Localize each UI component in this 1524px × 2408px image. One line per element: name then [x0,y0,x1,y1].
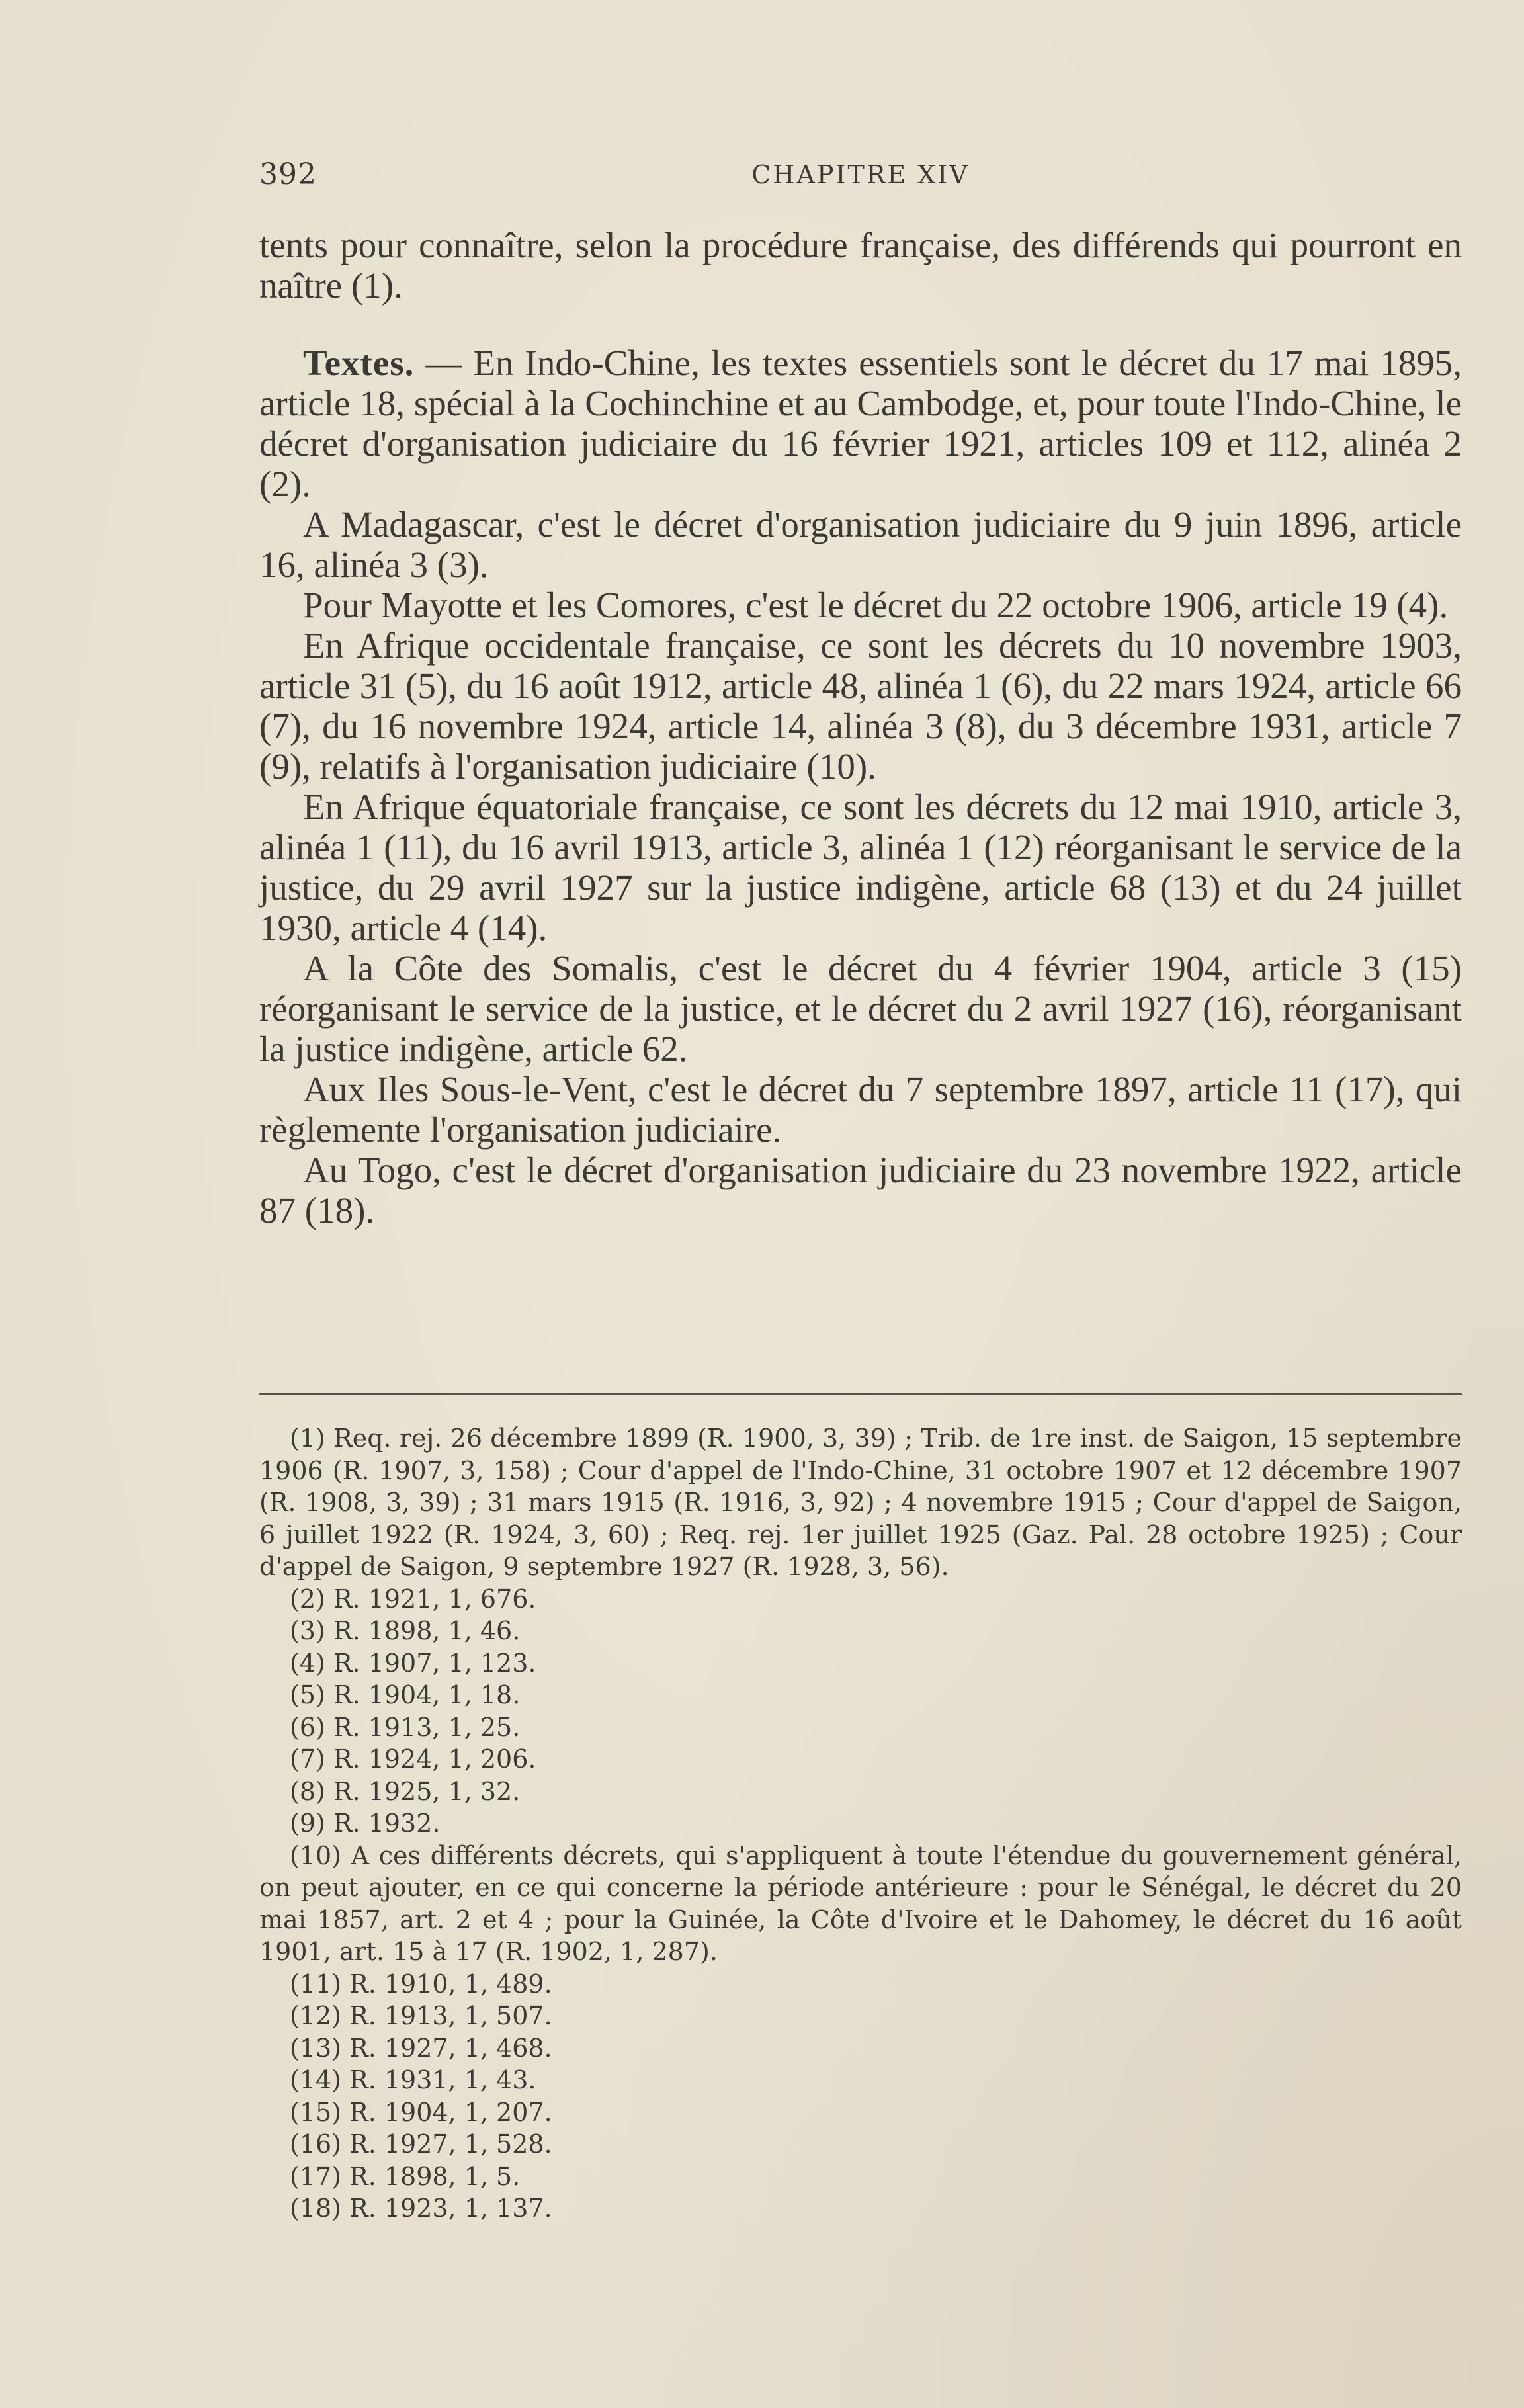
footnote: (3) R. 1898, 1, 46. [290,1616,521,1645]
footnote: (16) R. 1927, 1, 528. [290,2129,552,2159]
footnote: (2) R. 1921, 1, 676. [290,1584,536,1613]
paragraph-textes [259,343,1462,504]
paragraph-aof: En Afrique occidentale française, ce sont les décrets du 10 novembre 1903, article 31 (5), du 16 août 1912, article 48, alinéa 1 (6), du 22 mars 1924, article 66 (7), du 16 novembre 1924, article 14, alinéa 3 (8), du 3 décembre 1931, article 7 (9), relatifs à l'organisation judiciaire (10). [259,625,1462,787]
footnote: (9) R. 1932. [290,1809,441,1838]
paragraph-madagascar: A Madagascar, c'est le décret d'organisation judiciaire du 9 juin 1896, article 16, alinéa 3 (3). [259,504,1462,585]
paragraph-togo: Au Togo, c'est le décret d'organisation judiciaire du 23 novembre 1922, article 87 (18). [259,1150,1462,1230]
footnote: (8) R. 1925, 1, 32. [290,1776,521,1806]
footnote: (7) R. 1924, 1, 206. [290,1744,536,1774]
footnote: (14) R. 1931, 1, 43. [290,2065,536,2094]
paragraph-mayotte: Pour Mayotte et les Comores, c'est le décret du 22 octobre 1906, article 19 (4). [303,585,1449,625]
footnote: (18) R. 1923, 1, 137. [290,2194,552,2223]
footnote: (4) R. 1907, 1, 123. [290,1648,536,1678]
footnote: (5) R. 1904, 1, 18. [290,1680,521,1709]
footnote: (10) A ces différents décrets, qui s'appliquent à toute l'étendue du gouvernement général, on peut ajouter, en ce qui concerne la période antérieure : pour le Sénégal, le décret du 20 mai 1857, art. 2 et 4 ; pour la Guinée, la Côte d'Ivoire et le Dahomey, le décret du 16 août 1901, art. 15 à 17 (R. 1902, 1, 287). [259,1840,1462,1966]
footnote: (15) R. 1904, 1, 207. [290,2097,552,2127]
footnote: (17) R. 1898, 1, 5. [290,2161,521,2191]
footnote: (13) R. 1927, 1, 468. [290,2033,552,2063]
paragraph-textes-body: — En Indo-Chine, les textes essentiels sont le décret du 17 mai 1895, article 18, spécial à la Cochinchine et au Cambodge, et, pour toute l'Indo-Chine, le décret d'organisation judiciaire du 16 février 1921, articles 109 et 112, alinéa 2 (2). [259,343,1462,504]
section-lead: Textes. [303,343,415,383]
footnote: (6) R. 1913, 1, 25. [290,1712,521,1742]
page-number: 392 [259,157,317,191]
paragraph-aef: En Afrique équatoriale française, ce sont les décrets du 12 mai 1910, article 3, alinéa 1 (11), du 16 avril 1913, article 3, alinéa 1 (12) réorganisant le service de la justice, du 29 avril 1927 sur la justice indigène, article 68 (13) et du 24 juillet 1930, article 4 (14). [259,787,1462,948]
footnote: (1) Req. rej. 26 décembre 1899 (R. 1900, 3, 39) ; Trib. de 1re inst. de Saigon, 15 septembre 1906 (R. 1907, 3, 158) ; Cour d'appel de l'Indo-Chine, 31 octobre 1907 et 12 décembre 1907 (R. 1908, 3, 39) ; 31 mars 1915 (R. 1916, 3, 92) ; 4 novembre 1915 ; Cour d'appel de Saigon, 6 juillet 1922 (R. 1924, 3, 60) ; Req. rej. 1er juillet 1925 (Gaz. Pal. 28 octobre 1925) ; Cour d'appel de Saigon, 9 septembre 1927 (R. 1928, 3, 56). [259,1424,1462,1581]
running-head [259,157,1462,197]
chapter-title: CHAPITRE XIV [751,160,970,189]
footnote: (12) R. 1913, 1, 507. [290,2001,552,2030]
main-text [259,225,1462,1230]
footnotes [259,1422,1462,2225]
paragraph-sous-le-vent: Aux Iles Sous-le-Vent, c'est le décret du 7 septembre 1897, article 11 (17), qui règlemente l'organisation judiciaire. [259,1069,1462,1150]
paragraph-somalis: A la Côte des Somalis, c'est le décret du 4 février 1904, article 3 (15) réorganisant le service de la justice, et le décret du 2 avril 1927 (16), réorganisant la justice indigène, article 62. [259,948,1462,1069]
paragraph-continuation: tents pour connaître, selon la procédure française, des différends qui pourront en naître (1). [259,225,1462,306]
footnote-divider [259,1393,1462,1395]
footnote: (11) R. 1910, 1, 489. [290,1969,552,1999]
